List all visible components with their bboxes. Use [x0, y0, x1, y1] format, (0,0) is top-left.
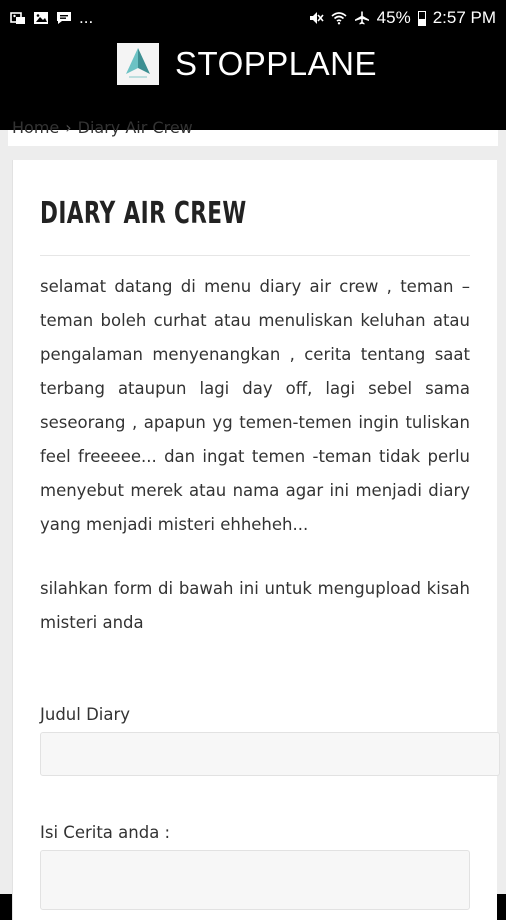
breadcrumb-home-link[interactable]: Home: [12, 118, 60, 137]
breadcrumb-current: Diary Air Crew: [77, 118, 193, 137]
breadcrumb: [8, 118, 498, 146]
paper-plane-logo-icon: [117, 43, 159, 85]
intro-paragraph: selamat datang di menu diary air crew , teman – teman boleh curhat atau menuliskan keluhan atau pengalaman menyenangkan , cerita tentang saat terbang ataupun lagi day off, lagi sebel sama seseorang , apapun yg temen-temen ingin tuliskan feel freeeee... dan ingat temen -teman tidak perlu menyebut merek atau nama agar ini menjadi diary yang menjadi misteri ehheheh...: [40, 277, 470, 534]
title-divider: [40, 255, 470, 256]
diary-title-label: Judul Diary: [40, 705, 131, 724]
upload-instruction-paragraph: silahkan form di bawah ini untuk mengupload kisah misteri anda: [40, 579, 470, 632]
status-bar-left: [10, 8, 93, 28]
wifi-icon: [331, 11, 347, 25]
airplane-mode-icon: [354, 11, 370, 25]
story-textarea[interactable]: [40, 850, 470, 910]
more-notifications-indicator: ...: [79, 8, 94, 27]
breadcrumb-separator: ›: [65, 118, 72, 137]
gallery-notification-icon: [33, 11, 49, 25]
message-notification-icon: [56, 11, 72, 25]
status-bar-right: [308, 8, 496, 28]
story-label: Isi Cerita anda :: [40, 823, 171, 842]
page-title: DIARY AIR CREW: [40, 196, 247, 231]
photo-notification-icon: [10, 11, 26, 25]
article-body: [40, 270, 470, 640]
battery-icon: [418, 11, 426, 26]
status-bar: [0, 0, 506, 36]
app-bar: [0, 36, 506, 92]
battery-level: 45%: [376, 8, 411, 27]
clock: 2:57 PM: [432, 8, 496, 27]
breadcrumb-trail: [12, 118, 193, 137]
mute-icon: [308, 11, 324, 25]
article-card: [12, 160, 497, 920]
app-title: STOPPLANE: [175, 45, 377, 82]
diary-title-input[interactable]: [40, 732, 500, 776]
web-content[interactable]: [0, 118, 506, 894]
